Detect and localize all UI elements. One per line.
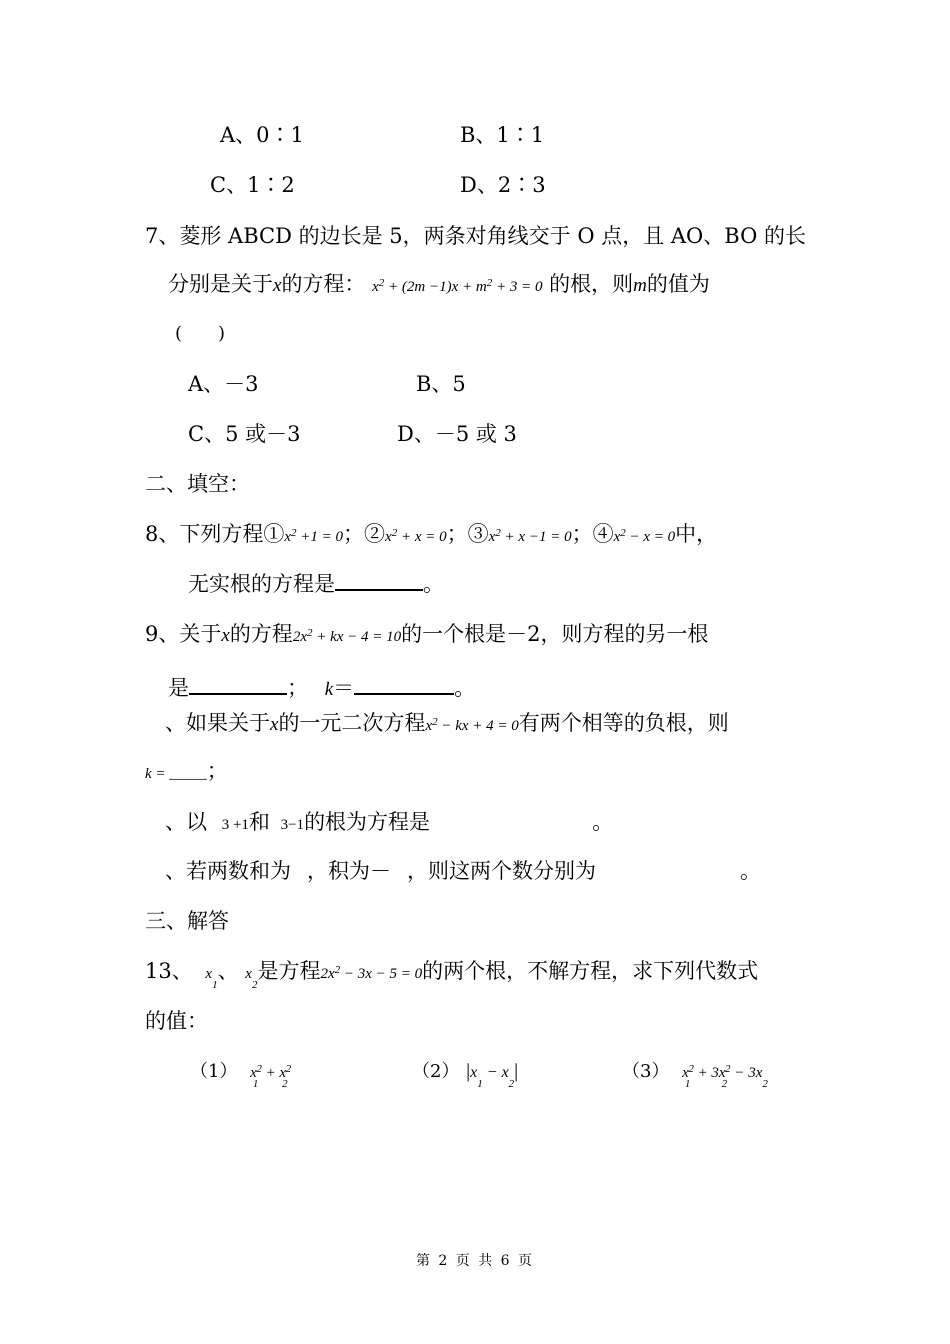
q10-tail: 有两个相等的负根，则 [518,711,729,735]
q6-option-d: D、2∶3 [460,173,546,197]
q13-part1 [190,1056,291,1088]
q8-text: 无实根的方程是 [188,572,335,596]
q13-line1 [145,957,758,989]
section-fill-in-heading: 二、填空： [145,472,250,496]
q10-equation: $x^2$ − kx + 4 = 0 [425,716,519,734]
q8-sep2: ；② [343,522,386,546]
q12-tail: ，则这两个数分别为 [407,859,596,883]
q8-line1 [145,520,717,552]
q10-line2 [145,757,228,788]
q13-sep: 、 [217,959,239,983]
q9-root-blank[interactable] [189,673,287,695]
q7-line2 [168,270,710,302]
q7-line1: 7、菱形 ABCD 的边长是 5，两条对角线交于 O 点，且 AO、BO 的长 [145,224,806,248]
q11-and: 和 [248,810,270,834]
q10-end: ； [206,759,228,783]
q9-tail: 的一个根是－2，则方程的另一根 [401,622,709,646]
q7-option-c: C、5 或－3 [188,422,301,446]
q7-text-d: 的值为 [646,272,710,296]
q8-answer-blank[interactable] [335,569,423,591]
q12-line [165,857,761,885]
q10-line1 [165,709,729,741]
q7-option-a: A、－3 [188,372,259,396]
q7-option-b: B、5 [416,372,466,396]
q7-var-m: m [633,275,647,296]
q8-eq3: $x^2 + x -1 = 0$ [488,527,572,545]
q12-mid: ，积为－ [307,859,391,883]
q13-equation: $2x^2 - 3x - 5 = 0$ [320,964,423,982]
q9-var-k: k [324,679,334,700]
q13-x1: $x_1$ [205,966,218,991]
q9-equation: $2x^2$ + kx − 4 = 10 [292,627,402,645]
q7-option-d: D、－5 或 3 [397,422,517,446]
q7-text-b: 的方程： [281,272,366,296]
q9-equals: ＝ [333,676,355,700]
q9-text-a: 是 [168,676,189,700]
q13-line2: 的值： [145,1009,208,1033]
q9-sep: ； [287,676,308,700]
q12-lead: 、若两数和为 [165,859,291,883]
q10-mid: 的一元二次方程 [278,711,426,735]
q11-root2: 3−1 [280,817,305,833]
q9-line2 [168,673,475,704]
q13-mid: 是方程 [257,959,321,983]
q12-end: 。 [740,859,761,883]
q10-lead: 、如果关于 [165,711,270,735]
section-solve-heading: 三、解答 [145,909,229,933]
q9-line1 [145,620,709,652]
q7-text-a: 分别是关于 [168,272,273,296]
q6-option-b: B、1∶1 [460,123,545,147]
q11-end: 。 [592,810,614,834]
q9-end: 。 [454,676,476,700]
q9-mid: 的方程 [229,622,293,646]
q13-lead: 13、 [145,959,193,983]
q13-part1-label: （1） [190,1061,238,1082]
page-footer: 第 2 页 共 6 页 [415,1253,535,1269]
q10-k-blank[interactable]: k = _____ [145,766,207,782]
q13-tail: 的两个根，不解方程，求下列代数式 [422,959,759,983]
q6-option-c: C、1∶2 [210,173,295,197]
q6-option-a: A、0∶1 [220,123,304,147]
q7-text-c: 的根，则 [549,272,634,296]
q11-line [165,808,613,839]
q11-root1: 3 +1 [221,817,249,833]
q7-equation: $x^2 + (2m -1)x + m^2 + 3 = 0$ [372,277,543,295]
q13-part1-expr: $x_1^2 + x_2^2$ [250,1063,292,1090]
q8-sep3: ；③ [446,522,489,546]
q13-part3-expr: $x_1^2 + 3x_2^2 - 3x_2$ [682,1063,768,1090]
q13-part2-expr: $|x_1 - x_2|$ [466,1060,519,1090]
q9-k-blank[interactable] [354,673,454,695]
q7-var-x: x [273,275,282,296]
q13-part2 [412,1056,518,1088]
q13-part2-label: （2） [412,1061,460,1082]
q11-tail: 的根为方程是 [304,810,431,834]
q13-x2: $x_2$ [245,966,258,991]
q7-answer-paren: ( ) [175,323,226,344]
q8-eq4: $x^2 - x = 0$ [613,527,676,545]
q10-var-x: x [270,714,279,735]
q11-lead: 、以 [165,810,207,834]
q8-line2 [188,569,444,598]
q13-part3-label: （3） [622,1061,670,1082]
q8-lead: 8、下列方程① [145,522,285,546]
q9-var-x: x [221,625,230,646]
q8-tail: 中， [675,522,718,546]
q8-end: 。 [423,572,444,596]
q8-eq2: $x^2 + x = 0$ [385,527,447,545]
q9-lead: 9、关于 [145,622,222,646]
q8-sep4: ；④ [571,522,614,546]
q8-eq1: $x^2 +1 = 0$ [284,527,344,545]
q13-part3 [622,1056,768,1088]
